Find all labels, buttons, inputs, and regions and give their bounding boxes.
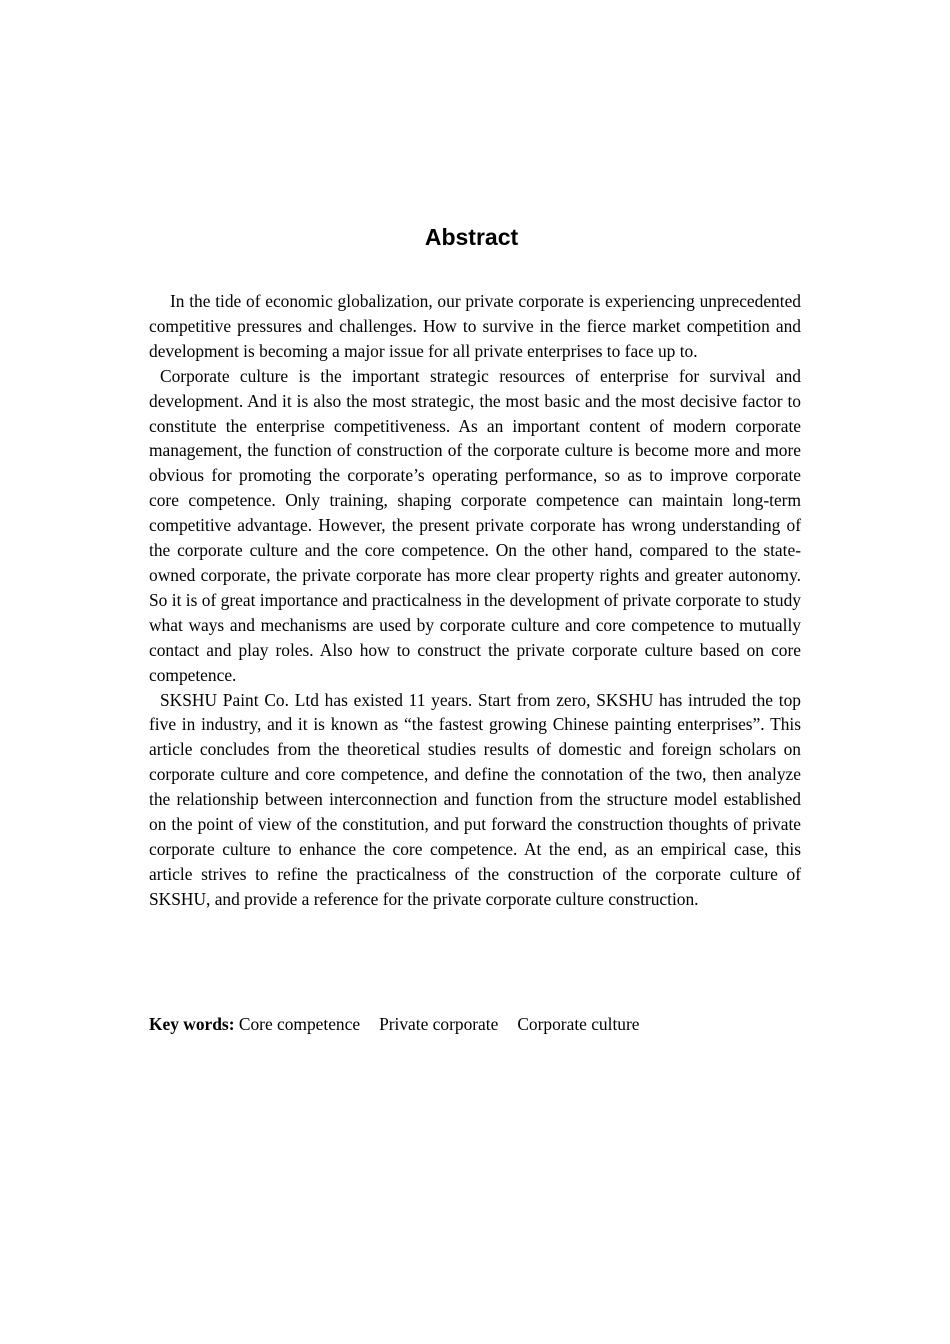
page-title: Abstract [424,224,519,250]
keyword-3: Corporate culture [517,1014,640,1034]
abstract-body [149,289,801,912]
keyword-1: Core competence [238,1014,361,1034]
abstract-paragraph-1: In the tide of economic globalization, our private corporate is experiencing unprecedented competitive pressures and challenges. How to survive in the fierce market competition and development is becoming a major issue for all private enterprises to face up to. [149,291,801,361]
keywords-label: Key words: [149,1014,235,1034]
keywords-line [149,1012,801,1037]
abstract-paragraph-3: SKSHU Paint Co. Ltd has existed 11 years. Start from zero, SKSHU has intruded the top five in industry, and it is known as “the fastest growing Chinese painting enterprises”. This article concludes from the theoretical studies results of domestic and foreign scholars on corporate culture and core competence, and define the connotation of the two, then analyze the relationship between interconnection and function from the structure model established on the point of view of the constitution, and put forward the construction thoughts of private corporate culture to enhance the core competence. At the end, as an empirical case, this article strives to refine the practicalness of the construction of the corporate culture of SKSHU, and provide a reference for the private corporate culture construction. [149,689,801,909]
keyword-2: Private corporate [379,1014,499,1034]
abstract-paragraph-2: Corporate culture is the important strategic resources of enterprise for survival and development. And it is also the most strategic, the most basic and the most decisive factor to constitute the enterprise competitiveness. As an important content of modern corporate management, the function of construction of the corporate culture is become more and more obvious for promoting the corporate’s operating performance, so as to improve corporate core competence. Only training, shaping corporate competence can maintain long-term competitive advantage. However, the present private corporate has wrong understanding of the corporate culture and the core competence. On the other hand, compared to the state-owned corporate, the private corporate has more clear property rights and greater autonomy. So it is of great importance and practicalness in the development of private corporate to study what ways and mechanisms are used by corporate culture and core competence to mutually contact and play roles. Also how to construct the private corporate culture based on core competence. [149,365,801,685]
